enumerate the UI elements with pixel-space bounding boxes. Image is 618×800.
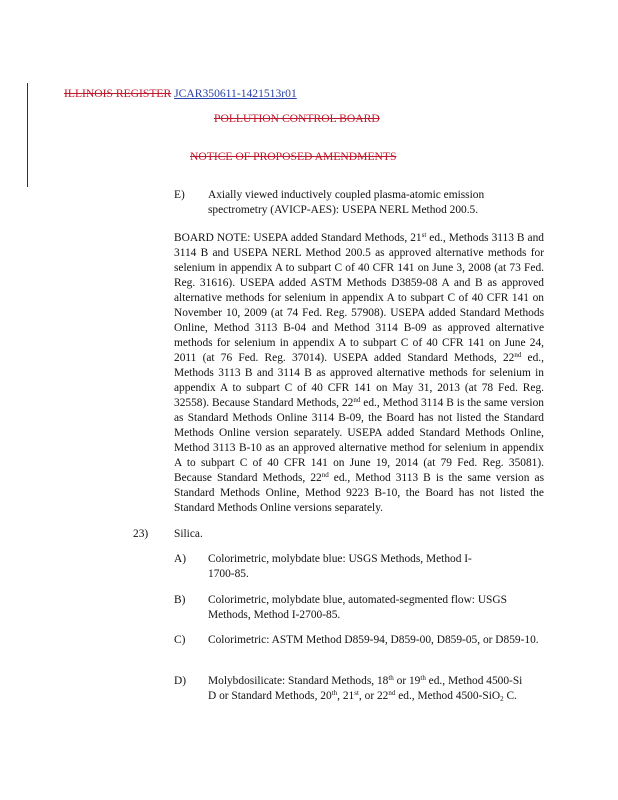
- item-e-letter: E): [174, 189, 185, 201]
- silica-item-d-letter: D): [174, 675, 187, 687]
- item-e-text: Axially viewed inductively coupled plasma-atomic emission spectrometry (AVICP-AES): USEPA NERL Method 200.5.: [208, 189, 485, 216]
- silica-item-d-text: Molybdosilicate: Standard Methods, 18th or 19th ed., Method 4500-Si D or Standard Methods, 20th, 21st, or 22nd ed., Method 4500-SiO$_2$ C.: [208, 674, 523, 703]
- notice-heading-struck: NOTICE OF PROPOSED AMENDMENTS: [190, 150, 397, 163]
- register-header: [64, 86, 297, 101]
- register-label-struck: ILLINOIS REGISTER: [64, 87, 172, 100]
- section-23-number: 23): [133, 528, 149, 540]
- silica-item-c-letter: C): [174, 634, 186, 646]
- section-23-title: Silica.: [174, 528, 203, 540]
- silica-item-b-text: Colorimetric, molybdate blue, automated-segmented flow: USGS Methods, Method I-2700-85.: [208, 594, 507, 621]
- silica-item-a-letter: A): [174, 553, 187, 565]
- board-heading-struck: POLLUTION CONTROL BOARD: [214, 112, 380, 125]
- board-note: BOARD NOTE: USEPA added Standard Methods, 21st ed., Methods 3113 B and 3114 B and USEPA NERL Method 200.5 as approved alternative methods for selenium in appendix A to subpart C of 40 CFR 141 on June 3, 2008 (at 73 Fed. Reg. 31616). USEPA added ASTM Methods D3859-08 A and B as approved alternative methods for selenium in appendix A to subpart C of 40 CFR 141 on November 10, 2009 (at 74 Fed. Reg. 57908). USEPA added Standard Methods Online, Method 3113 B-04 and Method 3114 B-09 as approved alternative methods for selenium in appendix A to subpart C of 40 CFR 141 on June 24, 2011 (at 76 Fed. Reg. 37014). USEPA added Standard Methods, 22nd ed., Methods 3113 B and 3114 B as approved alternative methods for selenium in appendix A to subpart C of 40 CFR 141 on May 31, 2013 (at 78 Fed. Reg. 32558). Because Standard Methods, 22nd ed., Method 3114 B is the same version as Standard Methods Online 3114 B-09, the Board has not listed the Standard Methods Online version separately. USEPA added Standard Methods Online, Method 3113 B-10 as an approved alternative method for selenium in appendix A to subpart C of 40 CFR 141 on June 19, 2014 (at 79 Fed. Reg. 35081). Because Standard Methods, 22nd ed., Method 3113 B is the same version as Standard Methods Online, Method 9223 B-10, the Board has not listed the Standard Methods Online versions separately.: [174, 231, 545, 514]
- revision-margin-bar: [27, 83, 28, 187]
- silica-item-a-text: Colorimetric, molybdate blue: USGS Methods, Method I-1700-85.: [208, 553, 472, 580]
- silica-item-c-text: Colorimetric: ASTM Method D859-94, D859-00, D859-05, or D859-10.: [208, 634, 539, 646]
- jcar-code-inserted: JCAR350611-1421513r01: [174, 87, 297, 100]
- silica-item-b-letter: B): [174, 594, 186, 606]
